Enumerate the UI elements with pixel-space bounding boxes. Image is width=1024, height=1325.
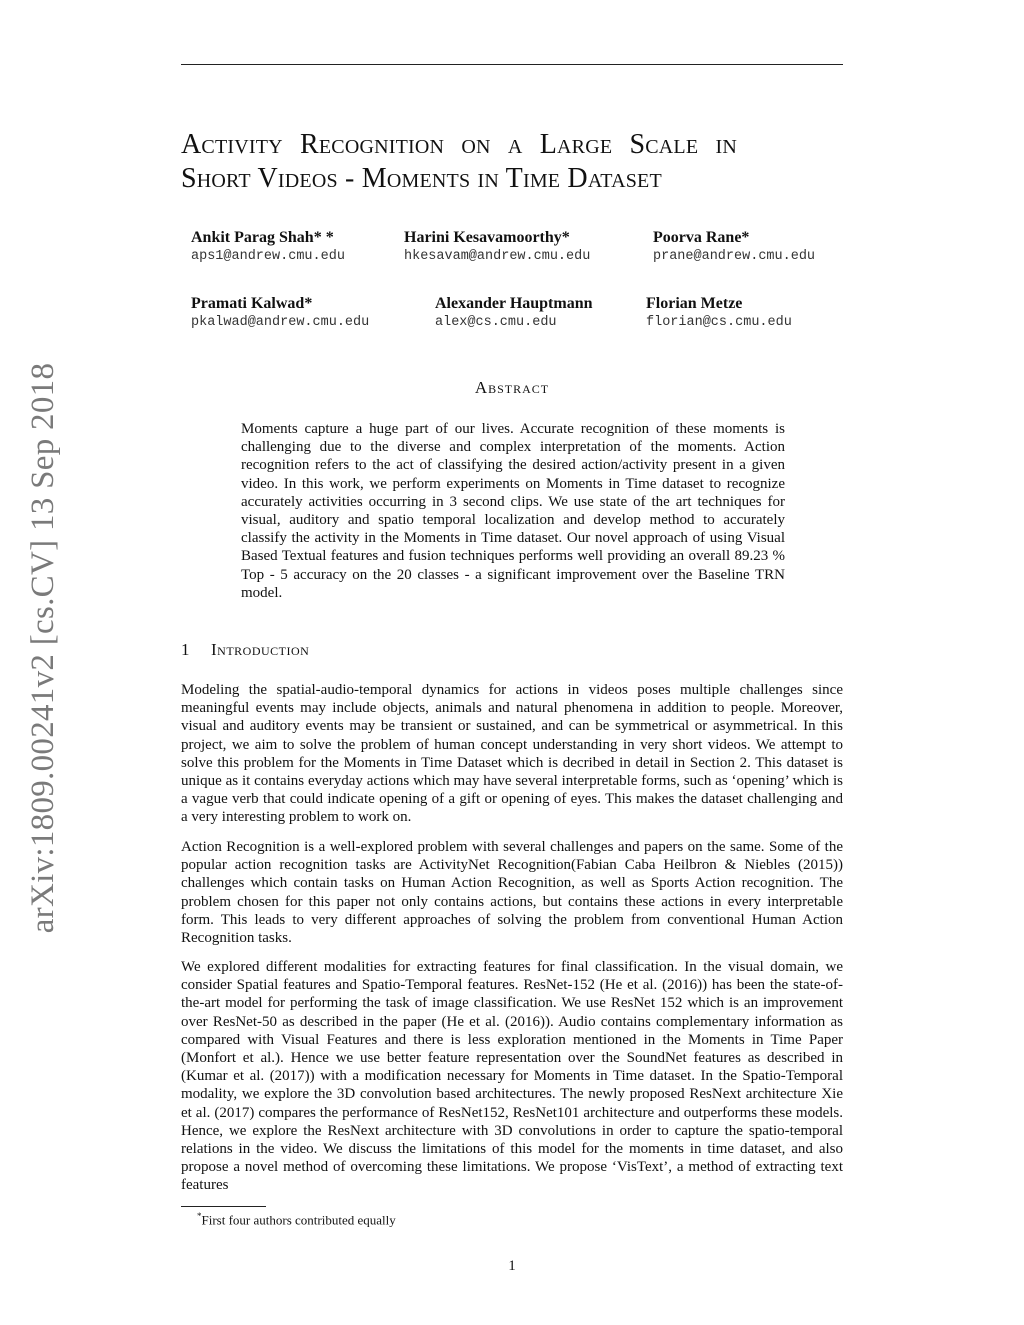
author-email: florian@cs.cmu.edu xyxy=(646,315,792,330)
body-paragraph: Action Recognition is a well-explored problem with several challenges and papers on the same. Some of the popular action recognition tasks are ActivityNet Recognition(Fabian Caba Heilbron & Niebles (2015)) challenges which contain tasks on Human Action Recognition, as well as Sports Action recognition. The problem chosen for this paper not only contains actions, but contains these actions in every interpretable form. This leads to very different approaches of solving the problem from conventional Human Action Recognition tasks. xyxy=(181,839,843,947)
paper-title xyxy=(181,128,861,196)
footnote xyxy=(197,1208,396,1228)
author-block xyxy=(646,294,792,332)
author-name: Alexander Hauptmann xyxy=(435,295,593,312)
author-block xyxy=(435,294,593,332)
author-block xyxy=(191,294,369,332)
author-block xyxy=(191,228,345,266)
footnote-marker: * xyxy=(197,1211,202,1221)
page-number: 1 xyxy=(508,1258,516,1274)
author-email: alex@cs.cmu.edu xyxy=(435,315,557,330)
arxiv-identifier: arXiv:1809.00241v2 [cs.CV] 13 Sep 2018 xyxy=(25,362,61,934)
author-name: Florian Metze xyxy=(646,295,743,312)
section-title: Introduction xyxy=(211,640,310,659)
section-heading xyxy=(181,640,309,660)
abstract-text: Moments capture a huge part of our lives. Accurate recognition of these moments is challenging due to the diverse and complex interpretation of the moments. Action recognition refers to the act of classifying the desired action/activity present in a given video. In this work, we perform experiments on Moments in Time dataset to recognize accurately activities occurring in 3 second clips. We use state of the art techniques for visual, auditory and spatio temporal localization and develop method to accurately classify the activity in the Moments in Time dataset. Our novel approach of using Visual Based Textual features and fusion techniques performs well providing an overall 89.23 % Top - 5 accuracy on the 20 classes - a significant improvement over the Baseline TRN model. xyxy=(241,421,785,601)
footnote-text: First four authors contributed equally xyxy=(201,1212,396,1228)
abstract-heading: Abstract xyxy=(474,378,550,397)
body-paragraph: We explored different modalities for extracting features for final classification. In the visual domain, we consider Spatial features and Spatio-Temporal features. ResNet-152 (He et al. (2016)) has been the state-of-the-art model for performing the task of image classification. We use ResNet 152 which is an improvement over ResNet-50 as described in the paper (He et al. (2016)). Audio contains complementary information as compared with Visual Features and there is less exploration mentioned in the Moments in Time Paper (Monfort et al.). Hence we use better feature representation over the SoundNet features as described in (Kumar et al. (2017)) with a modification necessary for Moments in Time dataset. In the Spatio-Temporal modality, we explore the 3D convolution based architectures. The newly proposed ResNext architecture Xie et al. (2017) compares the performance of ResNet152, ResNet101 architecture and outperforms these models. Hence, we explore the ResNext architecture with 3D convolutions in order to capture the spatio-temporal relations in the video. We discuss the limitations of this model for the moments in time dataset, and also propose a novel method of overcoming these limitations. We propose ‘VisText’, a method of extracting text features xyxy=(181,959,843,1194)
title-line-2: Short Videos - Moments in Time Dataset xyxy=(181,163,662,194)
section-number: 1 xyxy=(181,640,190,659)
author-block xyxy=(653,228,815,266)
author-name: Ankit Parag Shah* * xyxy=(191,229,334,246)
author-email: prane@andrew.cmu.edu xyxy=(653,249,816,264)
footnote-rule xyxy=(181,1206,266,1207)
author-email: hkesavam@andrew.cmu.edu xyxy=(404,249,591,264)
author-name: Poorva Rane* xyxy=(653,229,750,246)
body-paragraph: Modeling the spatial-audio-temporal dynamics for actions in videos poses multiple challenges since meaningful events may include objects, animals and natural phenomena in addition to people. Moreover, visual and auditory events may be transient or sustained, and can be symmetrical or asymmetrical. In this project, we aim to solve the problem of human concept understanding in very short videos. We attempt to solve this problem for the Moments in Time Dataset which is decribed in detail in Section 2. This dataset is unique as it contains everyday actions which may have several interpretable forms, such as ‘opening’ which is a vague verb that could indicate opening of a gift or opening of eyes. This makes the dataset challenging and a very interesting problem to work on. xyxy=(181,682,843,826)
author-email: pkalwad@andrew.cmu.edu xyxy=(191,315,370,330)
title-line-1: Activity Recognition on a Large Scale in xyxy=(181,129,737,160)
author-name: Pramati Kalwad* xyxy=(191,295,313,312)
author-block xyxy=(404,228,590,266)
top-rule xyxy=(181,64,843,65)
author-name: Harini Kesavamoorthy* xyxy=(404,229,570,246)
author-email: aps1@andrew.cmu.edu xyxy=(191,249,345,264)
